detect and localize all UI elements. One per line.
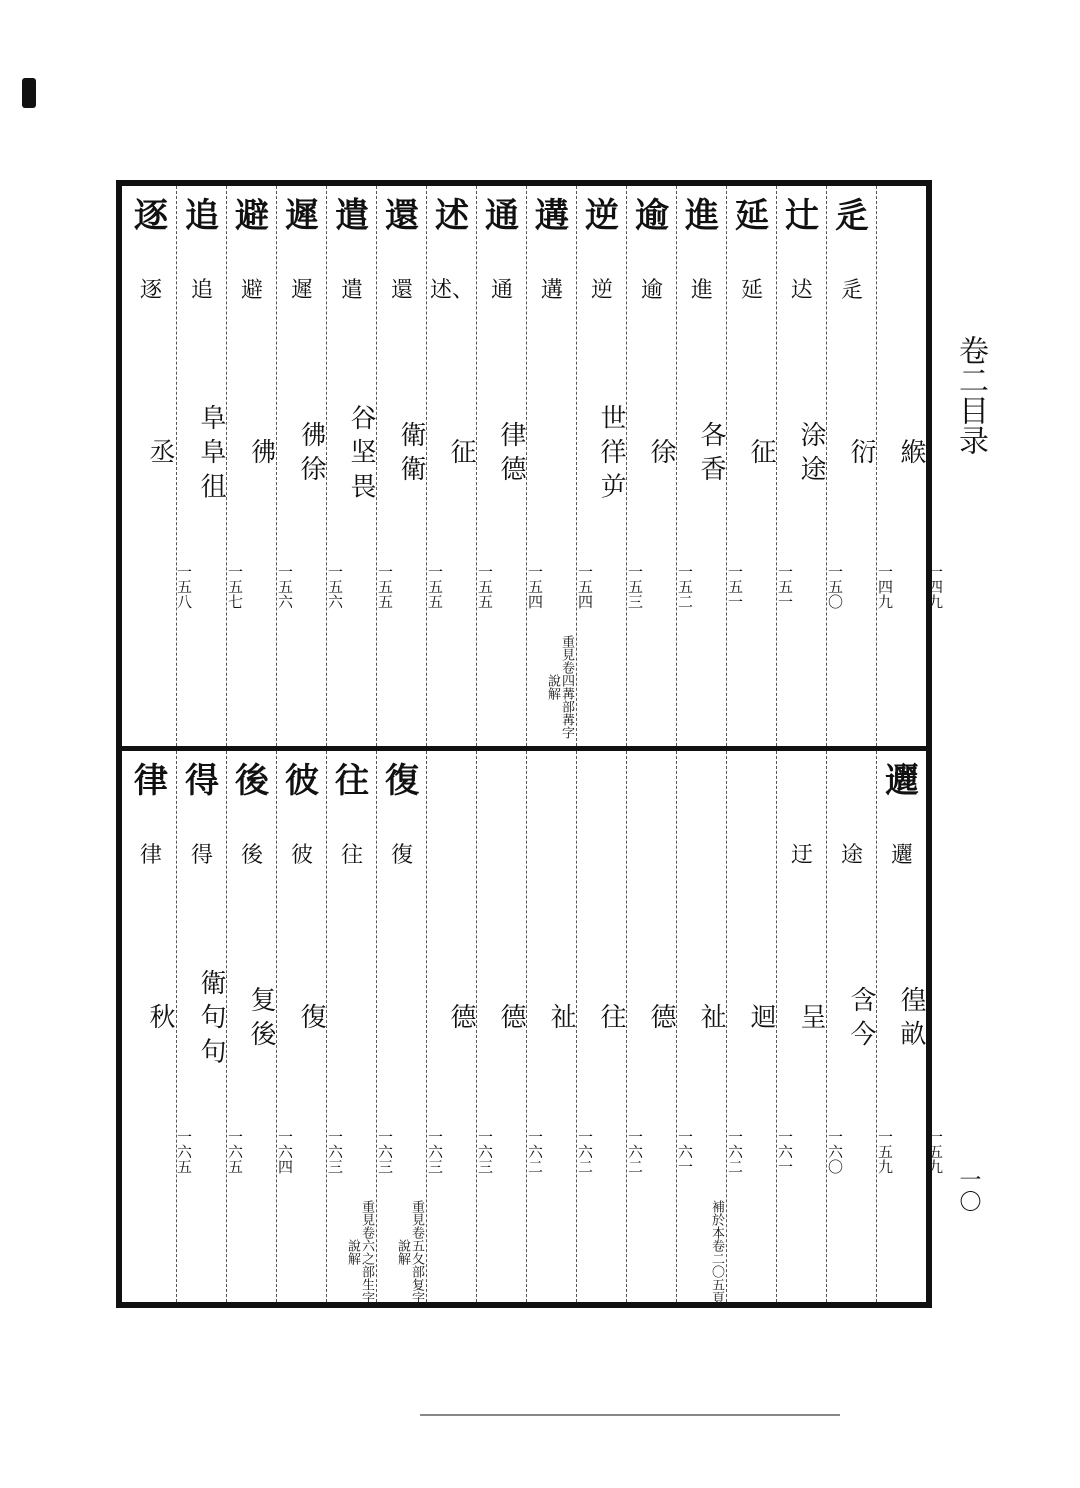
bottom-entry-column — [426, 751, 494, 1302]
bottom-entry-column — [476, 751, 544, 1302]
entry-note: 重見卷五夂部复字說解 — [395, 1200, 424, 1304]
variant-forms: 衛 句 句 — [196, 968, 226, 1064]
seal-character: 遣 — [335, 196, 369, 236]
variant-forms: 往 — [596, 1003, 626, 1029]
bottom-entry-column — [776, 751, 844, 1302]
variant-forms — [533, 356, 583, 546]
entry-note — [283, 632, 323, 742]
entry-note — [233, 1197, 273, 1307]
top-entry-column — [126, 186, 193, 746]
entry-page-number: 一四九 — [926, 563, 944, 609]
entry-note — [383, 632, 423, 742]
bottom-entry-column — [876, 751, 944, 1302]
section-title: 卷二目录 — [953, 335, 988, 455]
modern-character: 途 — [840, 843, 863, 868]
modern-character: 得 — [190, 843, 213, 868]
top-entry-column — [376, 186, 444, 746]
seal-character: 逐 — [134, 196, 168, 236]
entry-page-number: 一六〇 — [826, 1128, 844, 1174]
entry-page-number: 一五一 — [776, 563, 794, 609]
margin-mark — [22, 78, 36, 108]
entry-note — [883, 632, 923, 742]
modern-character: 逆 — [590, 278, 613, 303]
variant-forms: 祉 — [546, 1003, 576, 1029]
bottom-entry-column — [726, 751, 794, 1302]
entry-note — [333, 632, 373, 742]
seal-character: 辻 — [785, 196, 819, 236]
seal-character: 逾 — [635, 196, 669, 236]
entry-page-number: 一五七 — [226, 563, 244, 609]
entry-note — [833, 632, 873, 742]
top-entry-column — [476, 186, 544, 746]
seal-character: 復 — [385, 761, 419, 801]
top-entry-column — [276, 186, 344, 746]
entry-page-number: 一六二 — [626, 1128, 644, 1174]
variant-forms: 復 — [296, 1003, 326, 1029]
bottom-entry-column — [826, 751, 894, 1302]
entry-page-number: 一五六 — [326, 563, 344, 609]
top-entry-column — [176, 186, 244, 746]
modern-character: 遲 — [290, 278, 313, 303]
entry-note — [683, 632, 723, 742]
entry-note — [533, 1197, 573, 1307]
variant-forms: 征 — [446, 438, 476, 464]
entry-note — [783, 1197, 823, 1307]
entry-page-number: 一五八 — [175, 563, 193, 609]
seal-character: 述 — [435, 196, 469, 236]
variant-forms: 彿 徐 — [296, 420, 326, 482]
modern-character: 後 — [240, 843, 263, 868]
top-entry-column — [326, 186, 394, 746]
modern-character: 遘 — [540, 278, 563, 303]
variant-forms: 呈 — [796, 1003, 826, 1029]
entry-page-number: 一六四 — [276, 1128, 294, 1174]
entry-page-number: 一六三 — [426, 1128, 444, 1174]
bottom-entry-column — [376, 751, 444, 1304]
seal-character: 遲 — [285, 196, 319, 236]
entry-page-number: 一五六 — [276, 563, 294, 609]
entry-page-number: 一六三 — [326, 1128, 344, 1174]
entry-note — [483, 1197, 523, 1307]
entry-page-number: 一五〇 — [826, 563, 844, 609]
top-entry-column — [576, 186, 644, 746]
entry-page-number: 一六一 — [676, 1128, 694, 1174]
seal-character: 得 — [185, 761, 219, 801]
entry-page-number: 一五二 — [676, 563, 694, 609]
top-entry-column — [526, 186, 594, 746]
seal-character: 延 — [735, 196, 769, 236]
variant-forms: 迴 — [746, 1003, 776, 1029]
variant-forms: 复 後 — [246, 985, 276, 1047]
entry-note — [183, 632, 223, 742]
variant-forms: 含 今 — [846, 985, 876, 1047]
bottom-band — [122, 751, 944, 1304]
entry-note — [183, 1197, 223, 1307]
bottom-entry-column — [176, 751, 244, 1302]
variant-forms: 衍 — [846, 438, 876, 464]
entry-note — [883, 1197, 923, 1307]
top-band — [122, 186, 944, 746]
variant-forms: 德 — [646, 1003, 676, 1029]
seal-character: 還 — [385, 196, 419, 236]
entry-page-number: 一六三 — [476, 1128, 494, 1174]
variant-forms: 涂 途 — [796, 420, 826, 482]
bottom-entry-column — [276, 751, 344, 1302]
modern-character: 追 — [190, 278, 213, 303]
seal-character: 後 — [235, 761, 269, 801]
entry-page-number: 一六二 — [576, 1128, 594, 1174]
entry-note — [633, 1197, 673, 1307]
entry-page-number: 一六五 — [226, 1128, 244, 1174]
seal-character: 辵 — [835, 196, 869, 236]
index-table — [116, 180, 944, 1308]
modern-character: 進 — [690, 278, 713, 303]
variant-forms: 徐 — [646, 438, 676, 464]
seal-character: 遘 — [535, 196, 569, 236]
entry-note — [783, 632, 823, 742]
entry-note — [733, 632, 773, 742]
modern-character: 逐 — [139, 278, 162, 303]
modern-character: 還 — [390, 278, 413, 303]
modern-character: 延 — [740, 278, 763, 303]
modern-character: 復 — [390, 843, 413, 868]
entry-page-number: 一五九 — [926, 1128, 944, 1174]
entry-note: 重見卷四冓部冓字說解 — [545, 635, 574, 739]
seal-character: 律 — [134, 761, 168, 801]
variant-forms: 祉 — [696, 1003, 726, 1029]
variant-forms — [333, 921, 383, 1111]
variant-forms: 世 徉 屰 — [596, 403, 626, 499]
bottom-entry-column — [326, 751, 394, 1304]
top-entry-column — [226, 186, 294, 746]
seal-character: 避 — [235, 196, 269, 236]
seal-character: 追 — [185, 196, 219, 236]
entry-note: 補於本卷二〇五頁 — [709, 1200, 724, 1304]
modern-character: 彼 — [290, 843, 313, 868]
entry-note — [733, 1197, 773, 1307]
entry-page-number: 一六二 — [526, 1128, 544, 1174]
entry-page-number: 一五五 — [426, 563, 444, 609]
top-entry-column — [876, 186, 944, 746]
entry-note — [583, 632, 623, 742]
modern-character: 迂 — [790, 843, 813, 868]
variant-forms: 秋 — [145, 1003, 175, 1029]
entry-note — [483, 632, 523, 742]
modern-character: 律 — [139, 843, 162, 868]
entry-note — [132, 632, 172, 742]
entry-page-number: 一六五 — [175, 1128, 193, 1174]
modern-character: 避 — [240, 278, 263, 303]
variant-forms: 丞 — [145, 438, 175, 464]
modern-character: 述、 — [429, 278, 474, 303]
bottom-entry-column — [676, 751, 744, 1304]
bottom-entry-column — [126, 751, 193, 1302]
variant-forms: 衛 衛 — [396, 420, 426, 482]
variant-forms: 征 — [746, 438, 776, 464]
variant-forms: 各 香 — [696, 420, 726, 482]
entry-note — [433, 1197, 473, 1307]
variant-forms: 德 — [496, 1003, 526, 1029]
entry-page-number: 一五三 — [626, 563, 644, 609]
top-entry-column — [426, 186, 494, 746]
entry-page-number: 一五四 — [576, 563, 594, 609]
entry-page-number: 一六三 — [376, 1128, 394, 1174]
bottom-rule — [420, 1414, 840, 1416]
top-entry-column — [676, 186, 744, 746]
top-entry-column — [776, 186, 844, 746]
entry-note — [233, 632, 273, 742]
seal-character: 通 — [485, 196, 519, 236]
modern-character: 遣 — [340, 278, 363, 303]
entry-page-number: 一五一 — [726, 563, 744, 609]
seal-character: 進 — [685, 196, 719, 236]
variant-forms: 彿 — [246, 438, 276, 464]
seal-character: 彼 — [285, 761, 319, 801]
modern-character: 逾 — [640, 278, 663, 303]
modern-character: 通 — [490, 278, 513, 303]
entry-page-number: 一五五 — [476, 563, 494, 609]
modern-character: 邐 — [890, 843, 913, 868]
entry-note — [583, 1197, 623, 1307]
top-entry-column — [826, 186, 894, 746]
modern-character: 往 — [340, 843, 363, 868]
modern-character: 迖 — [790, 278, 813, 303]
seal-character: 邐 — [885, 761, 919, 801]
entry-note — [132, 1197, 172, 1307]
modern-character: 辵 — [840, 278, 863, 303]
entry-page-number: 一六一 — [776, 1128, 794, 1174]
entry-note — [833, 1197, 873, 1307]
bottom-entry-column — [226, 751, 294, 1302]
entry-page-number: 一五四 — [526, 563, 544, 609]
entry-note — [283, 1197, 323, 1307]
variant-forms: 徨 畝 — [896, 985, 926, 1047]
entry-page-number: 一四九 — [876, 563, 894, 609]
variant-forms: 谷 坚 畏 — [346, 403, 376, 499]
top-entry-column — [626, 186, 694, 746]
variant-forms — [383, 921, 433, 1111]
bottom-entry-column — [576, 751, 644, 1302]
top-entry-column — [726, 186, 794, 746]
seal-character: 往 — [335, 761, 369, 801]
variant-forms: 德 — [446, 1003, 476, 1029]
variant-forms: 緱 — [896, 438, 926, 464]
seal-character: 逆 — [585, 196, 619, 236]
variant-forms: 阜 阜 徂 — [196, 403, 226, 499]
entry-page-number: 一五九 — [876, 1128, 894, 1174]
entry-page-number: 一六二 — [726, 1128, 744, 1174]
variant-forms: 律 德 — [496, 420, 526, 482]
bottom-entry-column — [526, 751, 594, 1302]
bottom-entry-column — [626, 751, 694, 1302]
entry-page-number: 一五五 — [376, 563, 394, 609]
entry-note — [633, 632, 673, 742]
entry-note — [433, 632, 473, 742]
page-number: 一〇 — [956, 1168, 981, 1212]
entry-note: 重見卷六之部生字說解 — [345, 1200, 374, 1304]
